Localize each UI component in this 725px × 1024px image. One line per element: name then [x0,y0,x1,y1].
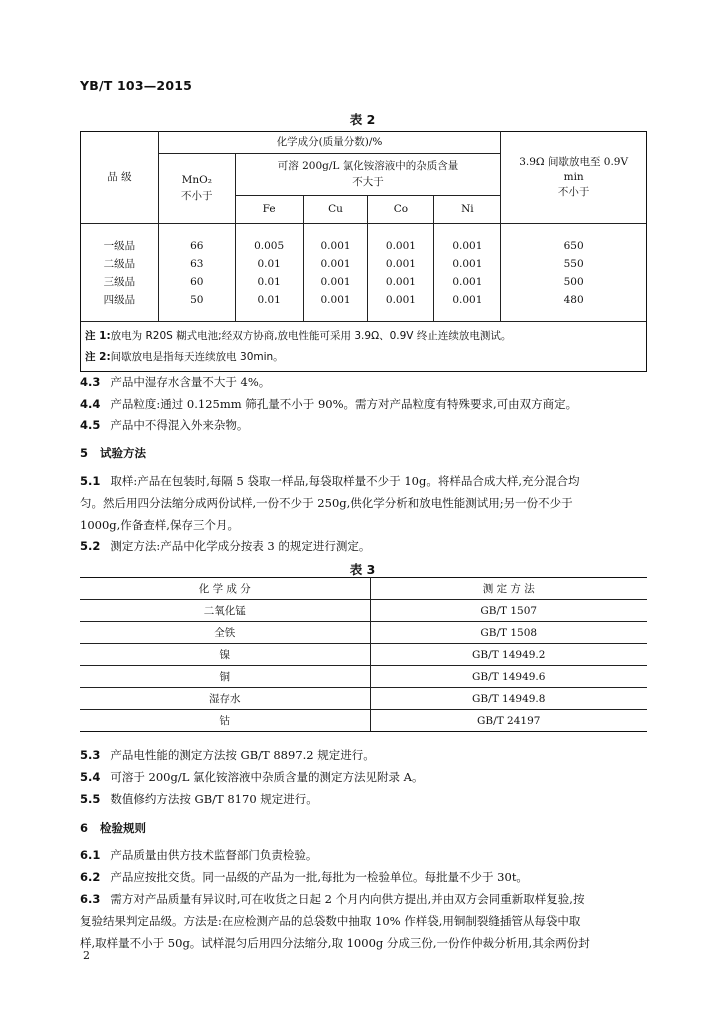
clause-5-4: 5.4 可溶于 200g/L 氯化铵溶液中杂质含量的测定方法见附录 A。 [80,770,424,784]
fe-column [235,224,303,322]
table3-method: GB/T 1507 [370,600,647,622]
table3 [80,577,647,732]
table3-method: GB/T 14949.6 [370,666,647,688]
clause-5-1 [80,470,648,536]
ni-header: Ni [434,196,501,224]
ni-cell: 0.001 [452,275,483,288]
table3-item: 镍 [80,644,370,666]
discharge-header-line1: 3.9Ω 间歇放电至 0.9V [519,155,629,168]
standard-code: YB/T 103—2015 [80,78,193,93]
impurity-header-line1: 可溶 200g/L 氯化铵溶液中的杂质含量 [277,160,459,173]
table2-notes [81,322,647,372]
clause-6-2: 6.2 产品应按批交货。同一品级的产品为一批,每批为一检验单位。每批量不少于 30t。 [80,870,528,884]
cu-column [303,224,368,322]
cu-cell: 0.001 [320,293,351,306]
clause-6-3 [80,888,648,954]
grade-header: 品 级 [81,132,159,224]
table3-method: GB/T 14949.2 [370,644,647,666]
co-cell: 0.001 [385,293,416,306]
chem-composition-header: 化学成分(质量分数)/% [158,132,500,154]
ni-cell: 0.001 [452,257,483,270]
impurity-header-line2: 不大于 [352,175,384,188]
co-cell: 0.001 [385,275,416,288]
mno2-cell: 66 [190,239,204,252]
mno2-header [158,154,235,224]
clause-5-3: 5.3 产品电性能的测定方法按 GB/T 8897.2 规定进行。 [80,748,375,762]
table3-caption: 表 3 [349,562,376,577]
fe-cell: 0.005 [254,239,285,252]
clause-6-3-line3: 样,取样量不小于 50g。试样混匀后用四分法缩分,取 1000g 分成三份,一份作仲裁分析用,其余两份封 [80,936,590,950]
table3-header-item: 化 学 成 分 [80,578,370,600]
impurity-header [235,154,501,196]
table2-note-1: 注 1:放电为 R20S 糊式电池;经双方协商,放电性能可采用 3.9Ω、0.9V 终止连续放电测试。 [85,330,512,342]
discharge-header-line2: min [563,170,584,183]
cu-cell: 0.001 [320,239,351,252]
discharge-cell: 650 [563,239,584,252]
mno2-column [158,224,235,322]
co-cell: 0.001 [385,239,416,252]
discharge-header-line3: 不小于 [557,186,590,199]
table3-item: 铜 [80,666,370,688]
clause-5-2: 5.2 测定方法:产品中化学成分按表 3 的规定进行测定。 [80,539,371,553]
table2 [80,131,647,372]
discharge-column [501,224,647,322]
discharge-cell: 500 [563,275,584,288]
mno2-cell: 63 [190,257,204,270]
grade-cell: 三级品 [103,275,136,288]
table3-item: 全铁 [80,622,370,644]
fe-cell: 0.01 [257,275,281,288]
clause-5-5: 5.5 数值修约方法按 GB/T 8170 规定进行。 [80,792,318,806]
grade-cell: 四级品 [103,293,136,306]
grade-cell: 二级品 [103,257,136,270]
clause-5-1-line3: 1000g,作备查样,保存三个月。 [80,518,239,532]
discharge-header [501,132,647,224]
table3-method: GB/T 1508 [370,622,647,644]
ni-column [434,224,501,322]
co-header: Co [368,196,434,224]
mno2-cell: 50 [190,293,204,306]
table2-note-2: 注 2:间歇放电是指每天连续放电 30min。 [85,351,284,363]
clause-5-1-line2: 匀。然后用四分法缩分成两份试样,一份不少于 250g,供化学分析和放电性能测试用;另一份不少于 [80,496,573,510]
mno2-header-sub: 不小于 [181,189,213,202]
fe-cell: 0.01 [257,293,281,306]
clause-4-3: 4.3 产品中湿存水含量不大于 4%。 [80,375,271,389]
table3-method: GB/T 14949.8 [370,688,647,710]
fe-cell: 0.01 [257,257,281,270]
clause-6-3-line2: 复验结果判定品级。方法是:在应检测产品的总袋数中抽取 10% 作样袋,用铜制裂缝插管从每袋中取 [80,914,581,928]
cu-cell: 0.001 [320,257,351,270]
cu-header: Cu [303,196,368,224]
table3-item: 二氧化锰 [80,600,370,622]
table3-header-method: 测 定 方 法 [370,578,647,600]
co-cell: 0.001 [385,257,416,270]
ni-cell: 0.001 [452,239,483,252]
discharge-cell: 550 [563,257,584,270]
page-number: 2 [83,949,90,962]
ni-cell: 0.001 [452,293,483,306]
clause-4-5: 4.5 产品中不得混入外来杂物。 [80,418,249,432]
discharge-cell: 480 [563,293,584,306]
grade-cell: 一级品 [103,239,136,252]
cu-cell: 0.001 [320,275,351,288]
fe-header: Fe [235,196,303,224]
grade-column [81,224,159,322]
clause-4-4: 4.4 产品粒度:通过 0.125mm 筛孔量不小于 90%。需方对产品粒度有特殊要求,可由双方商定。 [80,397,578,411]
table3-item: 湿存水 [80,688,370,710]
clause-6-1: 6.1 产品质量由供方技术监督部门负责检验。 [80,848,318,862]
mno2-cell: 60 [190,275,204,288]
co-column [368,224,434,322]
mno2-header-label: MnO₂ [181,174,212,187]
table3-method: GB/T 24197 [370,710,647,732]
table2-caption: 表 2 [349,112,376,127]
table3-item: 钴 [80,710,370,732]
clause-5-1-line1: 5.1 取样:产品在包装时,每隔 5 袋取一样品,每袋取样量不少于 10g。将样品合成大样,充分混合均 [80,474,580,488]
section-6-heading: 6 检验规则 [80,821,147,835]
clause-6-3-line1: 6.3 需方对产品质量有异议时,可在收货之日起 2 个月内向供方提出,并由双方会同重新取样复验,按 [80,892,585,906]
section-5-heading: 5 试验方法 [80,446,147,460]
